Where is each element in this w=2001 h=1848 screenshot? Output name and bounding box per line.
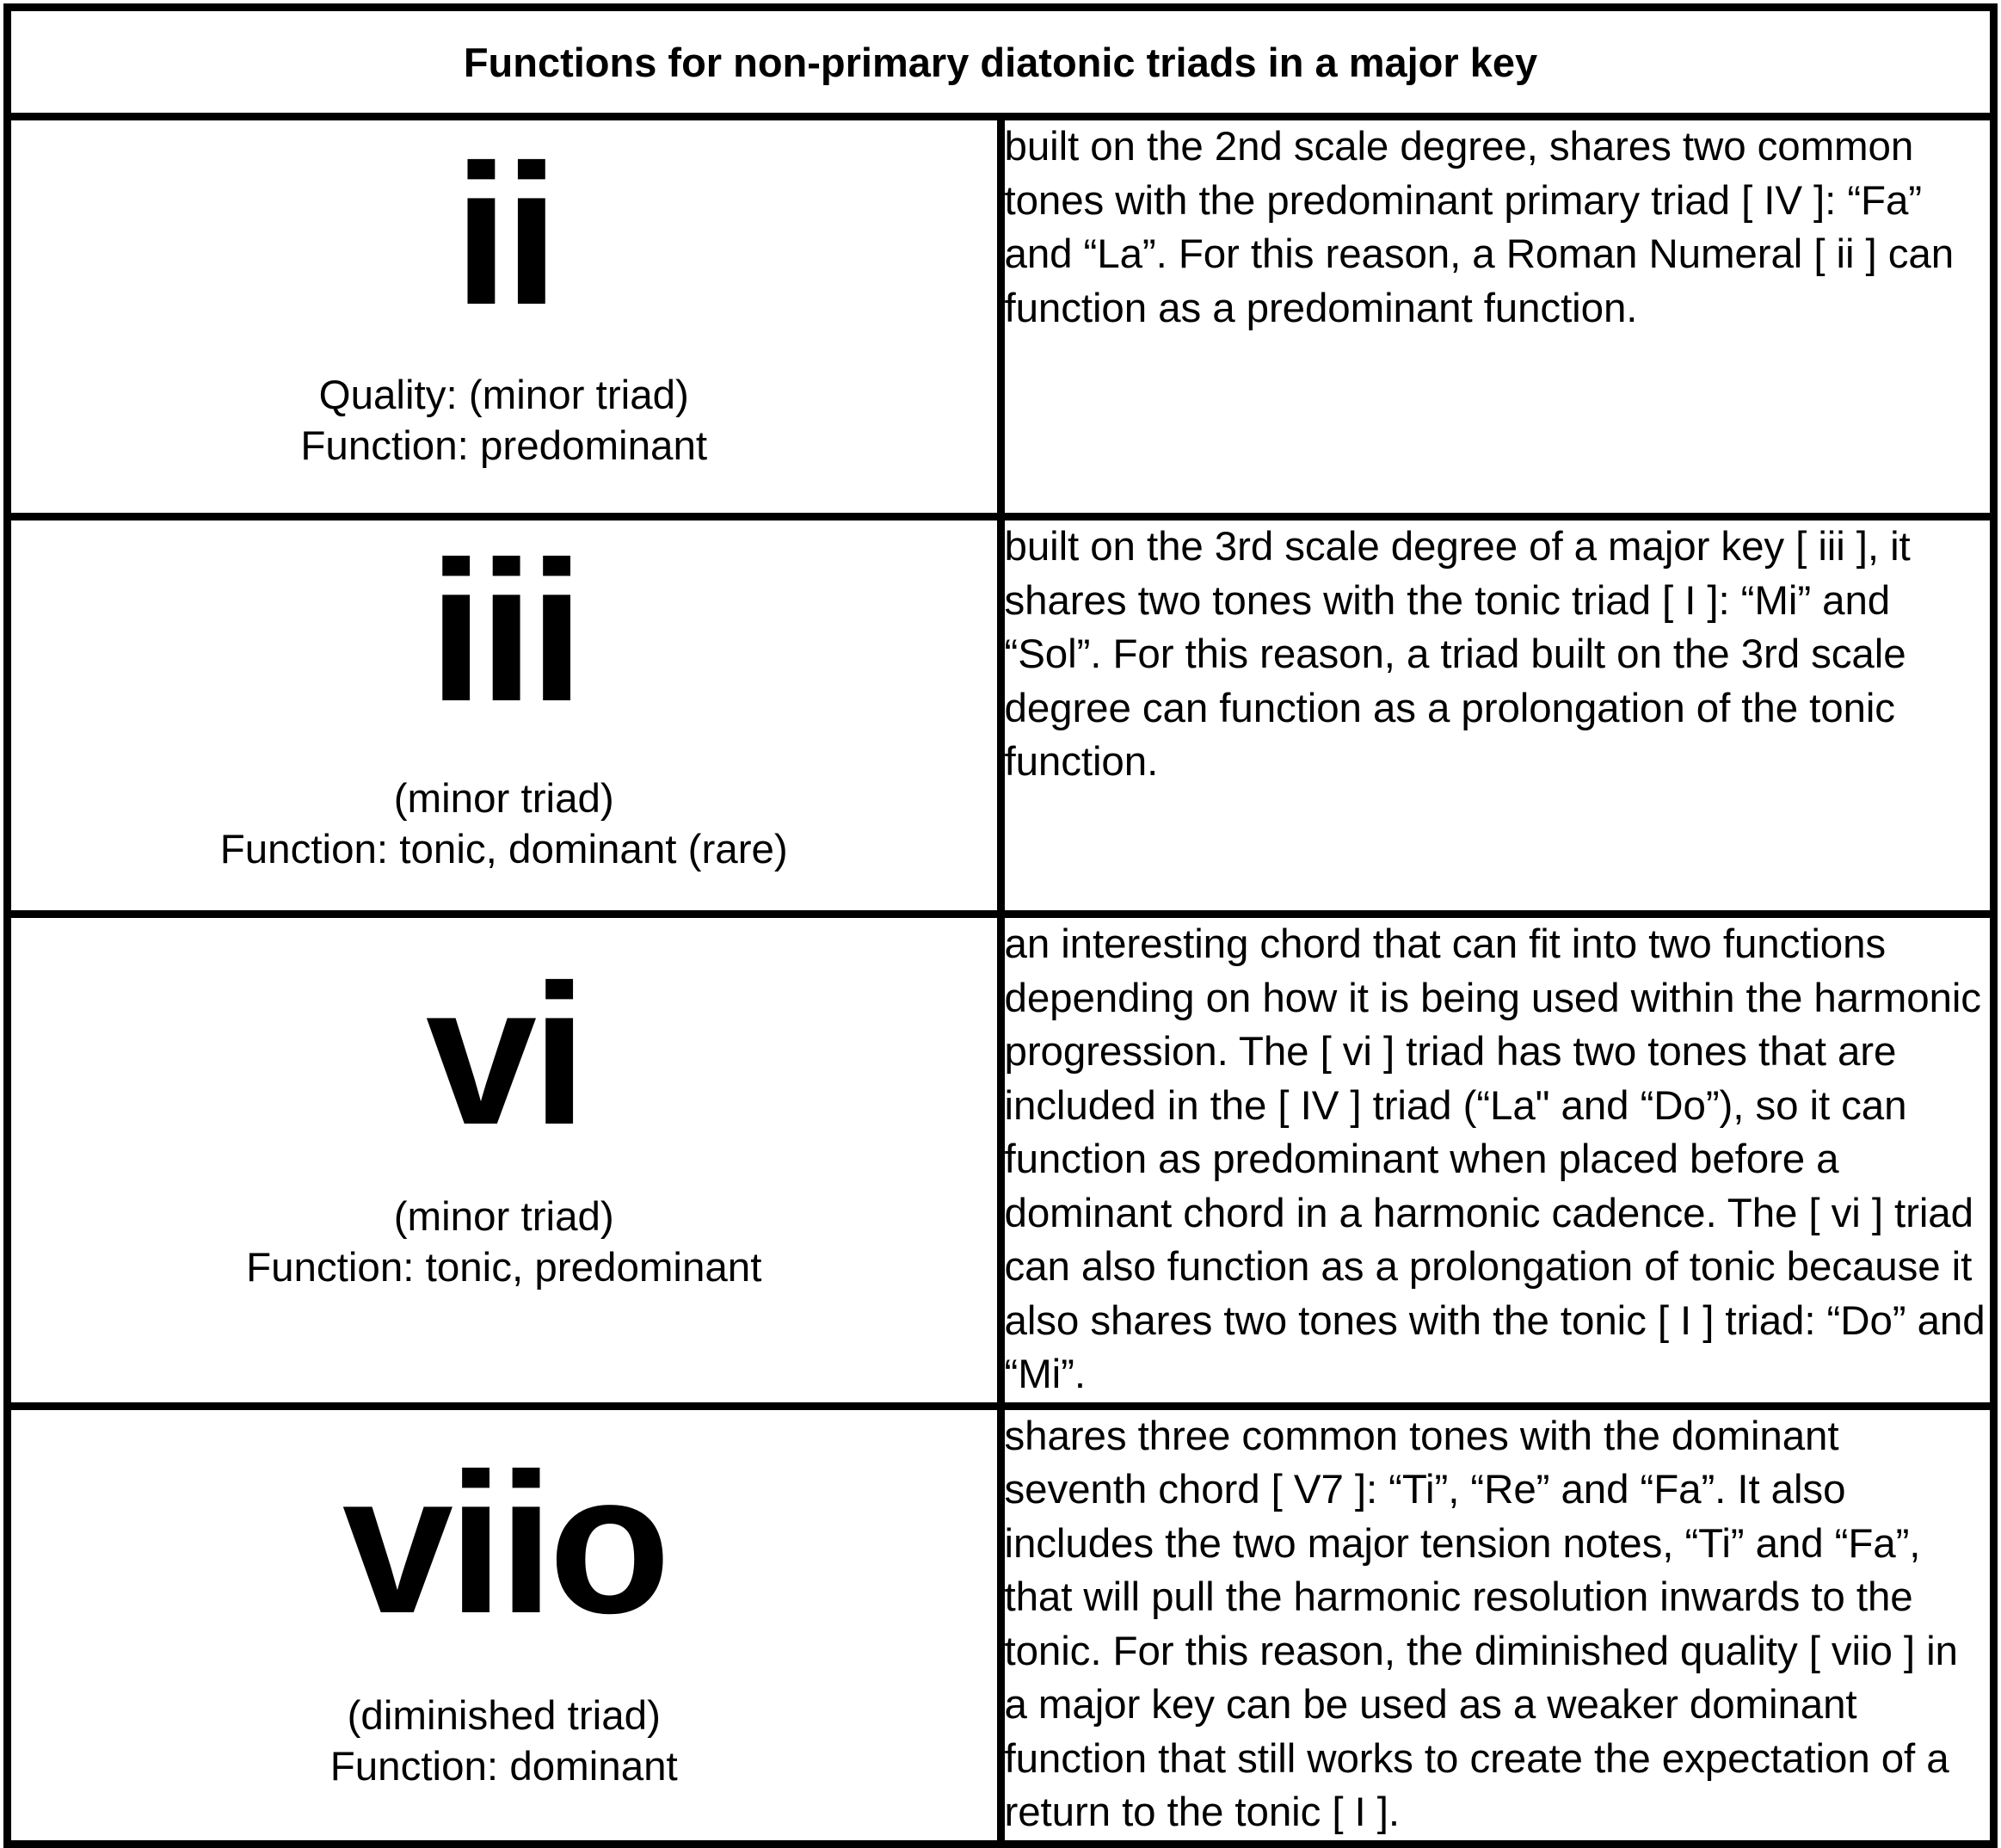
triad-function: Function: predominant — [300, 423, 708, 469]
triad-cell-vi — [8, 915, 1001, 1407]
triad-quality: (diminished triad) — [347, 1692, 661, 1739]
triad-description: an interesting chord that can fit into two functions depending on how it is being used within the harmonic progression. The [ vi ] triad has two tones that are included in the [ IV ] triad (“La" and “Do”), so it can function as predominant when placed before a dominant chord in a harmonic cadence. The [ vi ] triad can also function as a prolongation of tonic because it also shares two tones with the tonic [ I ] triad: “Do” and “Mi”. — [1000, 915, 1994, 1407]
triad-cell-viio — [8, 1406, 1001, 1844]
triad-description: shares three common tones with the dominant seventh chord [ V7 ]: “Ti”, “Re” and “Fa”. It also includes the two major tension notes, “Ti” and “Fa”, that will pull the harmonic resolution inwards to the tonic. For this reason, the diminished quality [ viio ] in a major key can be used as a weaker dominant function that still works to create the expectation of a return to the tonic [ I ]. — [1000, 1406, 1994, 1844]
table-header-row — [8, 8, 1994, 117]
triad-function: Function: dominant — [329, 1743, 678, 1789]
roman-numeral: ii — [453, 124, 555, 347]
triad-info — [11, 1192, 997, 1293]
triad-description: built on the 3rd scale degree of a major key [ iii ], it shares two tones with the tonic triad [ I ]: “Mi” and “Sol”. For this reason, a triad built on the 3rd scale degree can function as a prolongation of the tonic function. — [1000, 517, 1994, 915]
table-row — [8, 517, 1994, 915]
triad-info — [11, 370, 997, 471]
triad-function: Function: tonic, dominant (rare) — [219, 827, 788, 872]
roman-numeral: iii — [428, 521, 580, 743]
triad-quality: (minor triad) — [393, 1194, 614, 1240]
triad-function: Function: tonic, predominant — [246, 1245, 762, 1291]
table-title: Functions for non-primary diatonic triads in a major key — [8, 8, 1994, 117]
triad-quality: (minor triad) — [393, 776, 614, 822]
triad-cell-iii — [8, 517, 1001, 915]
roman-numeral: viio — [342, 1432, 666, 1655]
triad-functions-table — [3, 3, 1998, 1848]
triad-description: built on the 2nd scale degree, shares two common tones with the predominant primary triad [ IV ]: “Fa” and “La”. For this reason, a Roman Numeral [ ii ] can function as a predominant function. — [1000, 117, 1994, 517]
triad-info — [11, 1691, 997, 1792]
table-row — [8, 1406, 1994, 1844]
table-row — [8, 915, 1994, 1407]
triad-quality: Quality: (minor triad) — [318, 373, 689, 418]
table-row — [8, 117, 1994, 517]
triad-info — [11, 773, 997, 875]
roman-numeral: vi — [426, 944, 582, 1167]
triad-cell-ii — [8, 117, 1001, 517]
